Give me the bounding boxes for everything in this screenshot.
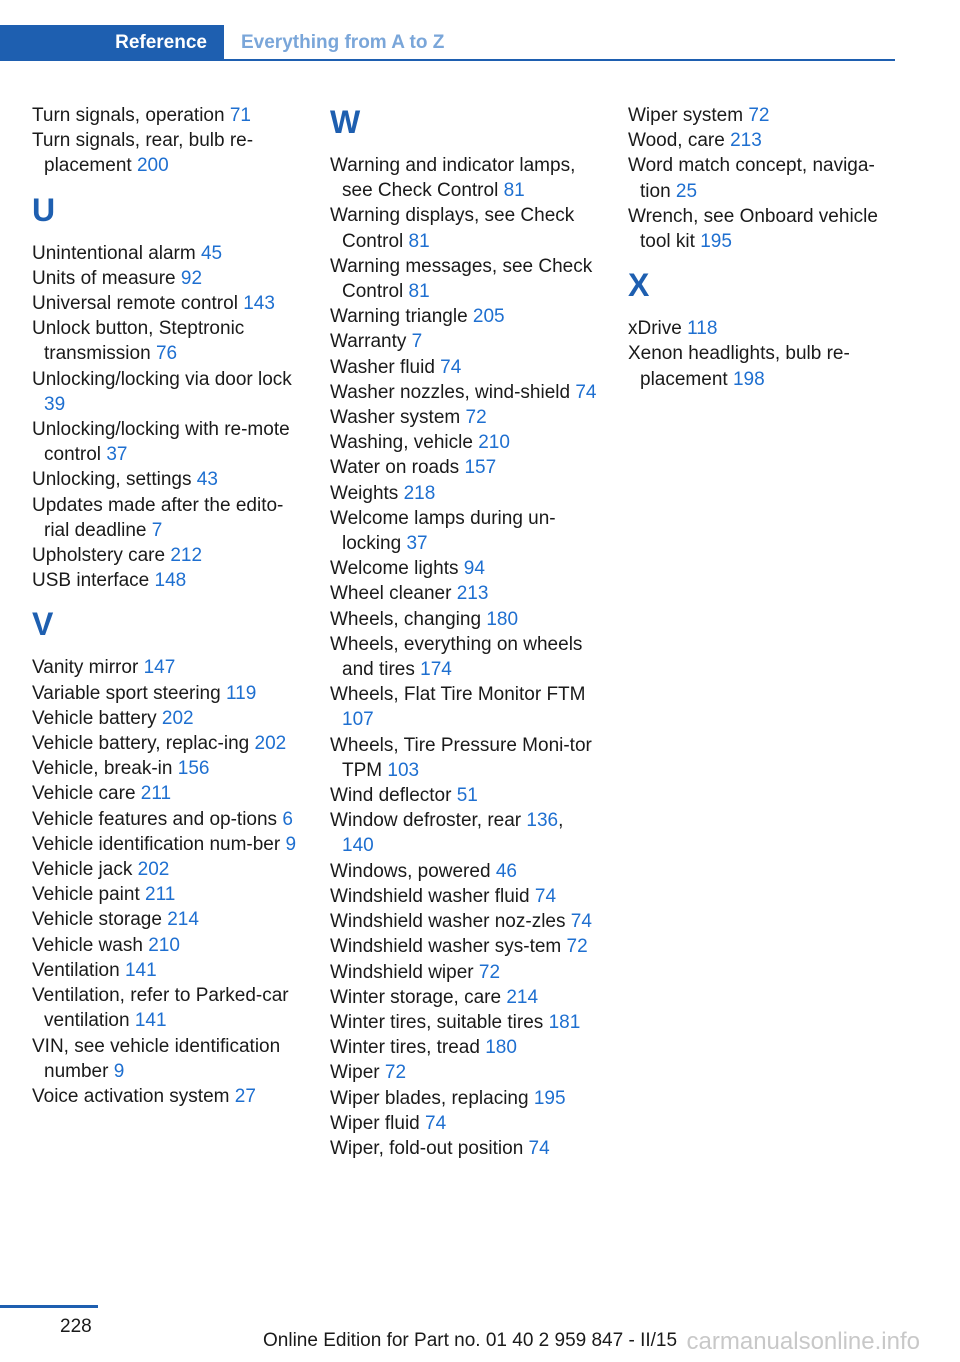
tab-everything-a-to-z[interactable]: Everything from A to Z xyxy=(241,32,445,53)
page-ref-link[interactable]: 143 xyxy=(243,293,275,315)
index-entry: Window defroster, rear 136, 140 xyxy=(330,810,564,857)
index-entry-text: Updates made after the edito-rial deadline xyxy=(32,494,284,541)
index-letter-heading: W xyxy=(330,104,361,140)
index-entry-text: Windshield wiper xyxy=(330,961,474,983)
page-ref-link[interactable]: 71 xyxy=(229,105,251,126)
index-column-2 xyxy=(330,103,600,1161)
page-ref-link[interactable]: 72 xyxy=(465,407,487,429)
index-entry xyxy=(32,467,302,492)
page-ref-link[interactable]: 202 xyxy=(137,859,170,881)
page-ref-link[interactable]: 6 xyxy=(282,808,293,830)
index-entry-text: Vehicle battery, replac-ing xyxy=(32,733,250,755)
index-entry xyxy=(32,807,302,832)
page-ref-link[interactable]: 74 xyxy=(570,911,592,933)
page-ref-link[interactable]: 76 xyxy=(155,343,178,365)
page-ref-link[interactable]: 74 xyxy=(425,1112,447,1134)
page-ref-link[interactable]: 210 xyxy=(148,934,180,956)
index-entry xyxy=(330,556,600,581)
page-ref-link[interactable]: 181 xyxy=(548,1011,581,1033)
page-ref-link[interactable]: 212 xyxy=(170,545,203,567)
index-entry xyxy=(32,907,302,932)
index-entry-text: Word match concept, naviga-tion xyxy=(628,155,875,202)
page-ref-link[interactable]: 157 xyxy=(464,457,497,479)
page-ref-link[interactable]: 180 xyxy=(485,1037,517,1059)
page-ref-link[interactable]: 46 xyxy=(495,860,517,882)
index-entry xyxy=(330,859,600,884)
index-entry xyxy=(330,934,600,959)
page-ref-link[interactable]: 198 xyxy=(732,368,765,390)
edition-text: Online Edition for Part no. 01 40 2 959 847 - II/15 xyxy=(263,1330,678,1351)
page-ref-link[interactable]: 214 xyxy=(506,986,539,1008)
index-entry xyxy=(32,103,302,128)
index-entry xyxy=(330,1060,600,1085)
page-ref-link[interactable]: 210 xyxy=(478,432,510,454)
index-entry-text: Wiper system xyxy=(628,105,744,126)
index-entry-text: Unlocking/locking with re-mote control xyxy=(32,419,290,466)
index-entry xyxy=(32,756,302,781)
page-ref-link[interactable]: 72 xyxy=(478,961,501,983)
page-ref-link[interactable]: 72 xyxy=(748,105,770,126)
index-entry xyxy=(32,983,302,1033)
index-entry-text: Welcome lights xyxy=(330,558,459,580)
index-entry-text: Vehicle, break-in xyxy=(32,758,173,780)
index-entry xyxy=(32,655,302,680)
index-entry-text: xDrive xyxy=(628,318,682,340)
index-entry xyxy=(330,1136,600,1161)
page-ref-link[interactable]: 39 xyxy=(44,393,66,415)
index-entry xyxy=(330,682,600,732)
index-entry xyxy=(628,103,898,128)
index-entry xyxy=(32,543,302,568)
index-entry xyxy=(330,405,600,430)
index-letter-heading: U xyxy=(32,191,56,228)
page-ref-link[interactable]: 74 xyxy=(534,885,557,907)
page-ref-link[interactable]: 103 xyxy=(387,759,420,781)
index-entry xyxy=(330,254,600,304)
page-ref-link[interactable]: 81 xyxy=(408,281,430,303)
index-entry-text: Wind deflector xyxy=(330,785,452,807)
index-entry-text: Washer fluid xyxy=(330,356,435,378)
index-entry xyxy=(330,783,600,808)
index-entry xyxy=(330,1035,600,1060)
index-entry xyxy=(32,933,302,958)
index-entry xyxy=(32,857,302,882)
index-entry xyxy=(32,958,302,983)
index-entry xyxy=(330,884,600,909)
page-ref-link[interactable]: 27 xyxy=(234,1085,256,1107)
index-entry xyxy=(32,417,302,467)
index-entry-text: Turn signals, operation xyxy=(32,105,225,126)
index-letter-heading: X xyxy=(628,267,650,304)
index-entry-text: Vehicle jack xyxy=(32,859,133,881)
index-entry xyxy=(32,493,302,543)
index-entry-text: Vehicle battery xyxy=(32,707,157,729)
index-entry xyxy=(32,706,302,731)
index-entry-text: Wood, care xyxy=(628,130,725,152)
index-entry-text: Windshield washer sys-tem xyxy=(330,936,562,958)
index-entry-text: Vehicle identification num-ber xyxy=(32,833,281,855)
page-ref-link[interactable]: 200 xyxy=(136,155,169,177)
index-entry xyxy=(32,1084,302,1109)
index-entry xyxy=(32,681,302,706)
page-ref-link[interactable]: 37 xyxy=(106,444,128,466)
page-ref-link[interactable]: 7 xyxy=(151,519,163,541)
page-ref-link[interactable]: 211 xyxy=(140,783,172,805)
index-entry xyxy=(330,203,600,253)
index-entry-text: VIN, see vehicle identification number xyxy=(32,1035,281,1082)
index-entry-text: Wiper, fold-out position xyxy=(330,1137,524,1159)
page-ref-link[interactable]: 9 xyxy=(285,833,297,855)
index-entry-text: Wiper blades, replacing xyxy=(330,1087,529,1109)
index-entry xyxy=(32,731,302,756)
index-entry xyxy=(32,1034,302,1084)
index-entry xyxy=(628,204,898,254)
index-entry xyxy=(32,832,302,857)
page-ref-link[interactable]: 92 xyxy=(180,267,203,289)
index-entry xyxy=(32,266,302,291)
index-entry xyxy=(330,733,600,783)
index-entry xyxy=(32,882,302,907)
page-ref-link[interactable]: 213 xyxy=(456,583,489,605)
page-ref-link[interactable]: 94 xyxy=(463,558,485,580)
header-rule xyxy=(0,59,895,61)
index-entry xyxy=(330,506,600,556)
index-entry-text: Voice activation system xyxy=(32,1085,230,1107)
index-entry-text: Warning displays, see Check Control xyxy=(330,205,575,252)
index-entry-text: Xenon headlights, bulb re-placement xyxy=(628,343,850,390)
index-entry-text: Ventilation xyxy=(32,959,120,981)
index-column-1 xyxy=(32,103,302,1109)
index-entry xyxy=(330,153,600,203)
index-entry-text: Variable sport steering xyxy=(32,682,221,704)
index-entry-text: Unintentional alarm xyxy=(32,242,196,264)
index-entry xyxy=(330,380,600,405)
index-entry-text: Universal remote control xyxy=(32,293,238,315)
index-entry-text: Wiper xyxy=(330,1062,380,1084)
index-entry xyxy=(330,581,600,606)
index-entry-text: Washing, vehicle xyxy=(330,432,473,454)
page-ref-link[interactable]: 202 xyxy=(161,707,194,729)
index-entry-text: Unlocking/locking via door lock xyxy=(32,368,292,390)
index-entry-text: Windows, powered xyxy=(330,860,491,882)
page-ref-link[interactable]: 43 xyxy=(196,469,218,491)
index-entry xyxy=(32,241,302,266)
index-entry xyxy=(32,128,302,178)
index-entry-text: Winter storage, care xyxy=(330,986,502,1008)
page-ref-link[interactable]: 72 xyxy=(384,1062,407,1084)
index-entry xyxy=(32,568,302,593)
page-ref-link[interactable]: 195 xyxy=(533,1087,566,1109)
index-entry xyxy=(330,329,600,354)
page-ref-link[interactable]: 202 xyxy=(254,733,287,755)
watermark: carmanualsonline.info xyxy=(686,1328,920,1355)
page-ref-link[interactable]: 119 xyxy=(225,682,257,704)
index-entry-text: Vehicle storage xyxy=(32,909,162,931)
index-entry xyxy=(32,316,302,366)
page-ref-link[interactable]: 214 xyxy=(167,909,199,931)
header-bar xyxy=(0,25,895,61)
page-ref-link[interactable]: 45 xyxy=(200,242,223,264)
index-entry xyxy=(32,781,302,806)
index-entry-text: Washer system xyxy=(330,407,461,429)
page-ref-link[interactable]: 147 xyxy=(143,657,176,679)
index-entry xyxy=(330,355,600,380)
page-ref-link[interactable]: 74 xyxy=(440,356,462,378)
tab-reference[interactable]: Reference xyxy=(0,25,224,61)
page-ref-link[interactable]: 140 xyxy=(342,835,374,857)
index-entry-text: Vehicle paint xyxy=(32,884,140,906)
page-ref-link[interactable]: 118 xyxy=(687,318,718,340)
index-entry-text: Warning messages, see Check Control xyxy=(330,255,593,303)
index-entry xyxy=(628,128,898,153)
index-entry xyxy=(330,960,600,985)
index-entry xyxy=(330,632,600,682)
index-entry-text: Upholstery care xyxy=(32,545,166,567)
index-entry-text: Warning triangle xyxy=(330,306,468,328)
index-letter-heading: V xyxy=(32,606,54,643)
page-ref-link[interactable]: 195 xyxy=(700,231,732,253)
page-ref-link[interactable]: 74 xyxy=(528,1137,550,1159)
index-entry-text: Wheels, Flat Tire Monitor FTM xyxy=(330,684,586,706)
index-entry-text: Vehicle care xyxy=(32,783,136,805)
index-entry-text: Vehicle features and op-tions xyxy=(32,808,278,830)
index-entry-text: Warning and indicator lamps, see Check Control xyxy=(330,155,576,202)
index-entry-text: Washer nozzles, wind-shield xyxy=(330,381,571,403)
page-ref-link[interactable]: 37 xyxy=(406,533,428,555)
page-ref-link[interactable]: 51 xyxy=(456,785,478,807)
index-entry xyxy=(330,1010,600,1035)
page-ref-link[interactable]: 174 xyxy=(420,659,452,681)
index-entry-text: Ventilation, refer to Parked-car ventilation xyxy=(32,985,289,1032)
index-entry-text: Unlocking, settings xyxy=(32,469,192,491)
index-entry-text: Vanity mirror xyxy=(32,657,139,679)
index-entry-text: Wiper fluid xyxy=(330,1112,420,1134)
index-entry-text: Welcome lamps during un-locking xyxy=(330,507,556,555)
index-entry-text: Winter tires, tread xyxy=(330,1037,480,1059)
index-entry-text: Wheel cleaner xyxy=(330,583,452,605)
page-ref-link[interactable]: 218 xyxy=(403,482,436,504)
page-ref-link[interactable]: 72 xyxy=(566,936,588,958)
index-entry xyxy=(628,341,898,391)
index-entry xyxy=(628,153,898,203)
index-entry xyxy=(330,1111,600,1136)
index-entry-text: Winter tires, suitable tires xyxy=(330,1011,544,1033)
index-entry xyxy=(330,455,600,480)
index-entry-text: Window defroster, rear xyxy=(330,810,522,832)
page-ref-link[interactable]: 136 xyxy=(526,810,559,832)
index-entry-text: Windshield washer noz-zles xyxy=(330,911,566,933)
index-entry xyxy=(628,316,898,341)
page-ref-link[interactable]: 156 xyxy=(177,758,210,780)
page-ref-link[interactable]: 141 xyxy=(124,959,157,981)
index-entry-text: Warranty xyxy=(330,331,407,353)
index-entry-text: Wheels, everything on wheels and tires xyxy=(330,633,583,681)
page-ref-link[interactable]: 148 xyxy=(154,570,187,592)
index-entry xyxy=(330,481,600,506)
page-ref-link[interactable]: 7 xyxy=(411,331,423,353)
page-ref-link[interactable]: 9 xyxy=(113,1060,125,1082)
page-ref-link[interactable]: 107 xyxy=(342,709,374,731)
page-ref-link[interactable]: 141 xyxy=(134,1010,167,1032)
page-ref-link[interactable]: 205 xyxy=(472,306,505,328)
page-ref-link[interactable]: 213 xyxy=(730,130,762,152)
index-entry-text: Wheels, changing xyxy=(330,608,482,630)
index-entry xyxy=(330,1086,600,1111)
footer-rule xyxy=(0,1305,98,1308)
page-ref-link[interactable]: 25 xyxy=(675,180,698,202)
page-ref-link[interactable]: 180 xyxy=(486,608,519,630)
index-entry-text: Wrench, see Onboard vehicle tool kit xyxy=(628,205,878,253)
page-ref-link[interactable]: 81 xyxy=(503,180,525,202)
index-entry xyxy=(32,367,302,417)
index-entry-text: Wheels, Tire Pressure Moni-tor TPM xyxy=(330,734,592,781)
page-ref-link[interactable]: 211 xyxy=(145,884,176,906)
index-entry xyxy=(32,291,302,316)
index-entry-text: Unlock button, Steptronic transmission xyxy=(32,318,245,365)
page-ref-link[interactable]: 81 xyxy=(408,230,430,252)
index-entry xyxy=(330,909,600,934)
index-entry xyxy=(330,430,600,455)
index-entry-text: USB interface xyxy=(32,570,150,592)
index-entry-text: Vehicle wash xyxy=(32,934,143,956)
index-entry-text: Windshield washer fluid xyxy=(330,885,530,907)
index-entry xyxy=(330,304,600,329)
index-entry-text: Turn signals, rear, bulb re-placement xyxy=(32,130,254,177)
index-entry-text: Weights xyxy=(330,482,399,504)
page-ref-link[interactable]: 74 xyxy=(575,381,597,403)
index-entry-text: Units of measure xyxy=(32,267,176,289)
index-column-3 xyxy=(628,103,898,392)
page-number: 228 xyxy=(60,1316,92,1337)
index-entry xyxy=(330,985,600,1010)
index-entry-text: Water on roads xyxy=(330,457,460,479)
index-entry xyxy=(330,607,600,632)
